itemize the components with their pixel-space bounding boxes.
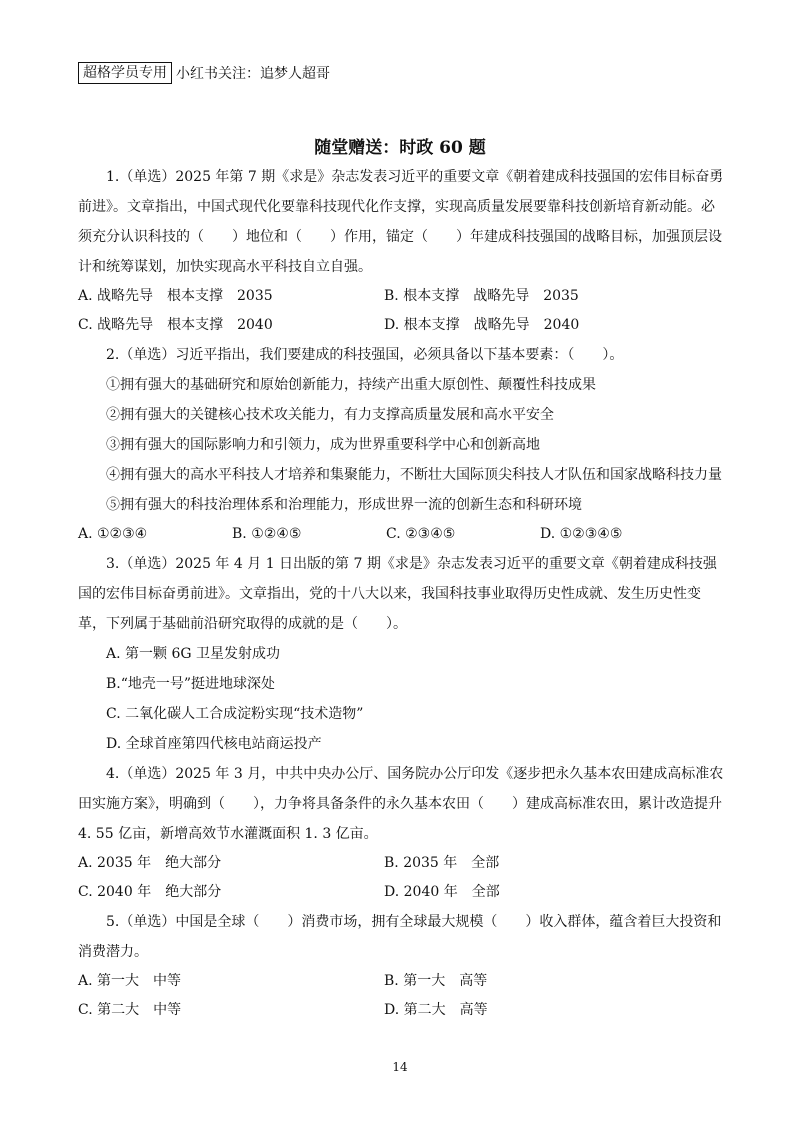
option-c: C. 二氧化碳人工合成淀粉实现“技术造物” (106, 706, 364, 722)
question-4 (78, 759, 726, 907)
option-row (78, 967, 726, 996)
option-row (78, 878, 726, 907)
question-stem: 3.（单选）2025 年 4 月 1 日出版的第 7 期《求是》杂志发表习近平的重要文章《朝着建成科技强国的宏伟目标奋勇前进》。文章指出，党的十八大以来，我国科技事业取得历史性成就、发生历史性变革，下列属于基础前沿研究取得的成就的是（ ）。 (78, 556, 717, 632)
option-d: D. 全球首座第四代核电站商运投产 (106, 736, 322, 752)
question-1 (78, 162, 726, 340)
option-d: D. ①②③④⑤ (540, 526, 623, 542)
option-a: A. ①②③④ (78, 526, 148, 542)
option-a: A. 2035 年 绝大部分 (78, 855, 222, 871)
option-a: A. 战略先导 根本支撑 2035 (78, 288, 273, 304)
option-b: B. 第一大 高等 (384, 973, 488, 989)
question-list (78, 162, 726, 1025)
option-b: B. 根本支撑 战略先导 2035 (384, 288, 579, 304)
option-c: C. ②③④⑤ (386, 526, 456, 542)
question-3 (78, 549, 726, 759)
option-row (78, 311, 726, 340)
option-a: A. 第一大 中等 (78, 973, 182, 989)
page-number: 14 (392, 1060, 408, 1074)
option-b: B.“地壳一号”挺进地球深处 (106, 676, 276, 692)
option-row (78, 996, 726, 1025)
question-stem: 2.（单选）习近平指出，我们要建成的科技强国，必须具备以下基本要素：（ ）。 (106, 347, 624, 363)
option-d: D. 2040 年 全部 (384, 884, 500, 900)
option-c: C. 战略先导 根本支撑 2040 (78, 317, 273, 333)
option-c: C. 第二大 中等 (78, 1002, 182, 1018)
option-row (78, 520, 726, 549)
option-a: A. 第一颗 6G 卫星发射成功 (106, 646, 281, 662)
header-badge: 超格学员专用 (78, 62, 172, 84)
option-row (78, 282, 726, 311)
question-stem: 1.（单选）2025 年第 7 期《求是》杂志发表习近平的重要文章《朝着建成科技强国的宏伟目标奋勇前进》。文章指出，中国式现代化要靠科技现代化作支撑，实现高质量发展要靠科技创新培育新动能。必须充分认识科技的（ ）地位和（ ）作用，锚定（ ）年建成科技强国的战略目标，加强顶层设计和统筹谋划，加快实现高水平科技自立自强。 (78, 169, 724, 275)
question-stem: 5.（单选）中国是全球（ ）消费市场，拥有全球最大规模（ ）收入群体，蕴含着巨大投资和消费潜力。 (78, 914, 722, 960)
question-2 (78, 340, 726, 549)
statement-1: ①拥有强大的基础研究和原始创新能力，持续产出重大原创性、颠覆性科技成果 (106, 377, 596, 393)
statement-2: ②拥有强大的关键核心技术攻关能力，有力支撑高质量发展和高水平安全 (106, 407, 554, 423)
option-row (78, 849, 726, 878)
question-stem: 4.（单选）2025 年 3 月，中共中央办公厅、国务院办公厅印发《逐步把永久基本农田建成高标准农田实施方案》，明确到（ ），力争将具备条件的永久基本农田（ ）建成高标准农田，累计改造提升 4. 55 亿亩，新增高效节水灌溉面积 1. 3 亿亩。 (78, 766, 724, 842)
statement-4: ④拥有强大的高水平科技人才培养和集聚能力，不断壮大国际顶尖科技人才队伍和国家战略科技力量 (106, 467, 722, 483)
header-text: 小红书关注：追梦人超哥 (176, 66, 330, 82)
option-d: D. 第二大 高等 (384, 1002, 488, 1018)
option-c: C. 2040 年 绝大部分 (78, 884, 222, 900)
page-header (78, 62, 330, 84)
page-title: 随堂赠送：时政 60 题 (314, 138, 486, 158)
option-b: B. 2035 年 全部 (384, 855, 500, 871)
question-5 (78, 907, 726, 1025)
statement-5: ⑤拥有强大的科技治理体系和治理能力，形成世界一流的创新生态和科研环境 (106, 497, 582, 513)
statement-3: ③拥有强大的国际影响力和引领力，成为世界重要科学中心和创新高地 (106, 437, 540, 453)
option-b: B. ①②④⑤ (232, 526, 302, 542)
option-d: D. 根本支撑 战略先导 2040 (384, 317, 580, 333)
